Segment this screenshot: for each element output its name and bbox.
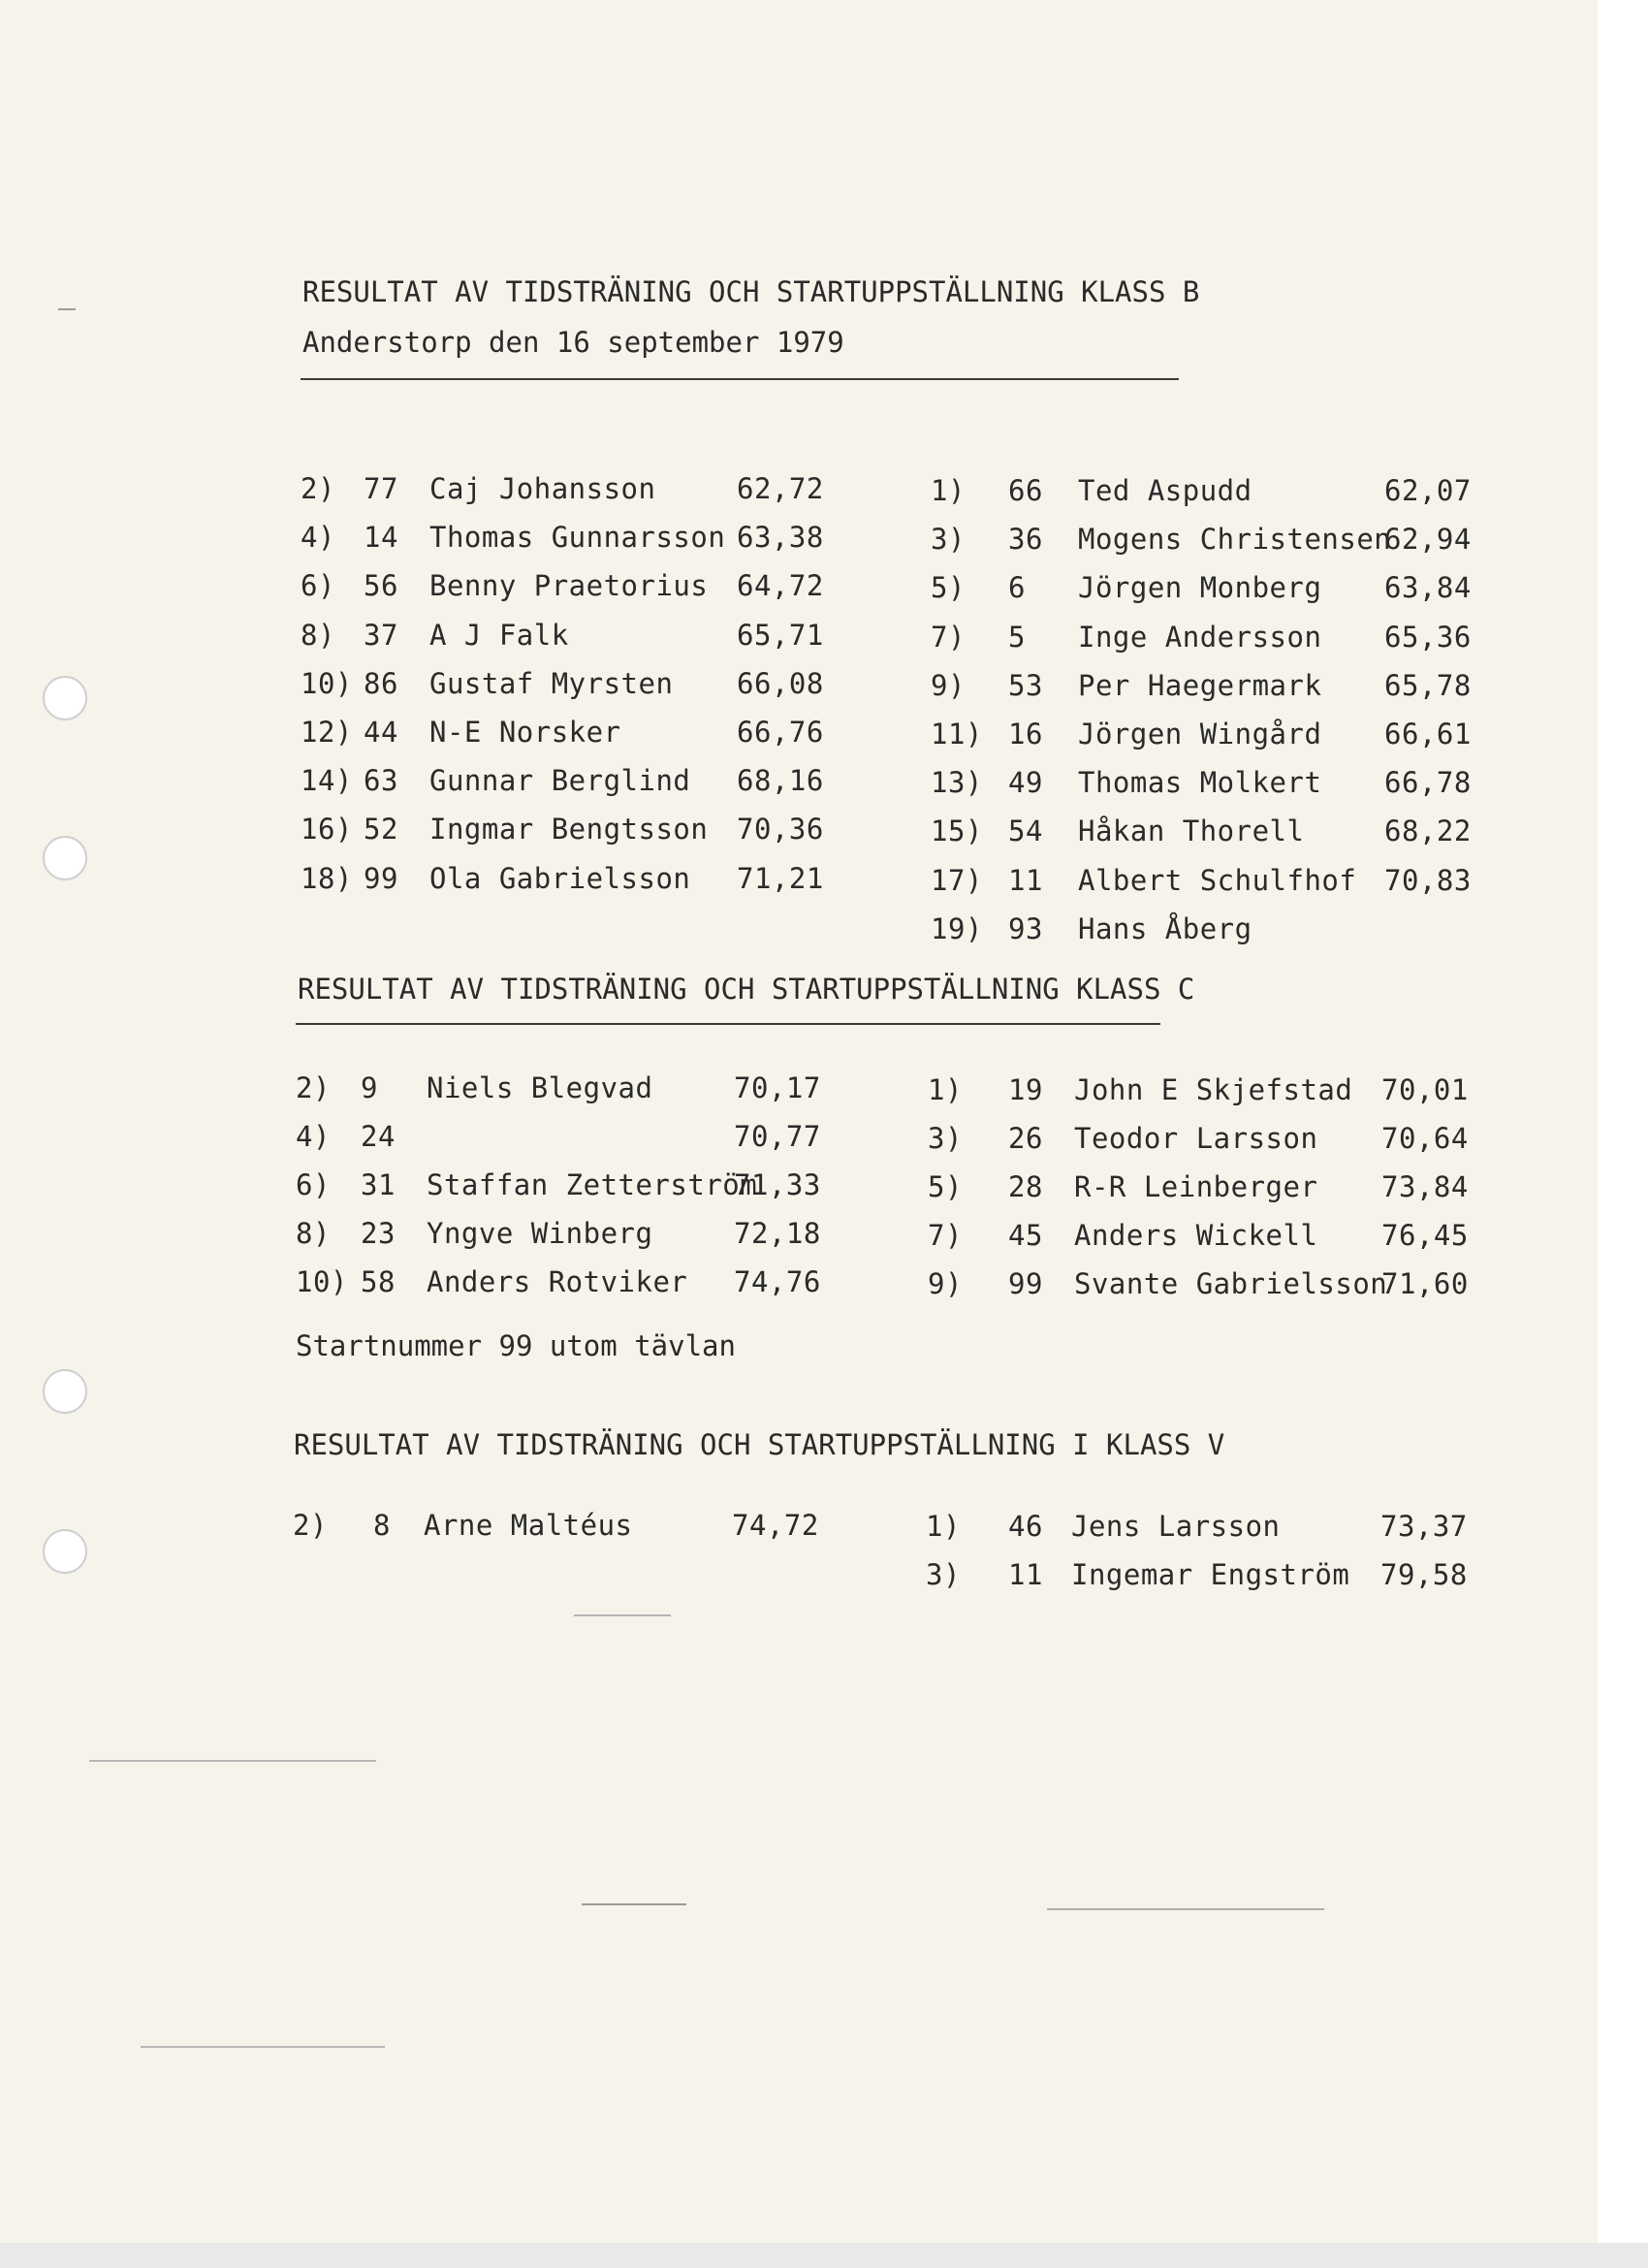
lap-time-cell: 66,08 bbox=[737, 666, 824, 700]
start-number-cell: 16 bbox=[1008, 718, 1043, 751]
note: Startnummer 99 utom tävlan bbox=[296, 1329, 736, 1362]
start-number-cell: 66 bbox=[1008, 474, 1043, 507]
driver-name-cell: Niels Blegvad bbox=[427, 1071, 653, 1104]
driver-name-cell: Albert Schulfhof bbox=[1078, 863, 1357, 897]
driver-name-cell: Ingmar Bengtsson bbox=[429, 813, 709, 847]
start-number-cell: 86 bbox=[364, 666, 398, 700]
punch-hole bbox=[43, 676, 87, 720]
start-number-cell: 19 bbox=[1008, 1073, 1043, 1106]
start-number-cell: 28 bbox=[1008, 1170, 1043, 1203]
driver-name-cell: N-E Norsker bbox=[429, 716, 621, 749]
scan-mark bbox=[58, 308, 76, 310]
start-number-cell: 54 bbox=[1008, 815, 1043, 848]
position-cell: 1) bbox=[928, 1073, 963, 1106]
start-number-cell: 63 bbox=[364, 764, 398, 798]
position-cell: 7) bbox=[928, 1219, 963, 1252]
lap-time-cell: 74,72 bbox=[732, 1509, 819, 1542]
lap-time-cell: 72,18 bbox=[734, 1217, 821, 1250]
lap-time-cell: 62,72 bbox=[737, 472, 824, 505]
position-cell: 9) bbox=[931, 668, 966, 702]
lap-time-cell: 65,71 bbox=[737, 618, 824, 652]
start-number-cell: 46 bbox=[1008, 1510, 1043, 1543]
position-cell: 9) bbox=[928, 1267, 963, 1300]
start-number-cell: 52 bbox=[364, 813, 398, 847]
lap-time-cell: 64,72 bbox=[737, 569, 824, 603]
position-cell: 10) bbox=[301, 666, 353, 700]
start-number-cell: 99 bbox=[364, 861, 398, 895]
scan-mark bbox=[1047, 1908, 1324, 1910]
start-number-cell: 24 bbox=[361, 1120, 396, 1153]
driver-name-cell: Mogens Christensen bbox=[1078, 523, 1392, 557]
driver-name-cell: Caj Johansson bbox=[429, 472, 656, 505]
position-cell: 19) bbox=[931, 911, 983, 945]
position-cell: 13) bbox=[931, 766, 983, 800]
position-cell: 16) bbox=[301, 813, 353, 847]
scan-mark bbox=[574, 1614, 671, 1616]
position-cell: 2) bbox=[301, 472, 335, 505]
start-number-cell: 36 bbox=[1008, 523, 1043, 557]
driver-name-cell: R-R Leinberger bbox=[1074, 1170, 1318, 1203]
driver-name-cell: Håkan Thorell bbox=[1078, 815, 1305, 848]
start-number-cell: 8 bbox=[373, 1509, 391, 1542]
position-cell: 3) bbox=[928, 1122, 963, 1155]
lap-time-cell: 70,36 bbox=[737, 813, 824, 847]
driver-name-cell: Jens Larsson bbox=[1071, 1510, 1281, 1543]
heading-klass-v: RESULTAT AV TIDSTRÄNING OCH STARTUPPSTÄLLNING I KLASS V bbox=[294, 1428, 1225, 1461]
lap-time-cell: 76,45 bbox=[1381, 1219, 1469, 1252]
position-cell: 4) bbox=[296, 1120, 331, 1153]
position-cell: 1) bbox=[926, 1510, 961, 1543]
driver-name-cell: Anders Wickell bbox=[1074, 1219, 1318, 1252]
place-date: Anderstorp den 16 september 1979 bbox=[302, 326, 844, 359]
start-number-cell: 11 bbox=[1008, 1558, 1043, 1591]
start-number-cell: 5 bbox=[1008, 620, 1026, 654]
position-cell: 6) bbox=[301, 569, 335, 603]
paper-edge bbox=[1598, 0, 1648, 2268]
lap-time-cell: 79,58 bbox=[1380, 1558, 1468, 1591]
start-number-cell: 37 bbox=[364, 618, 398, 652]
lap-time-cell: 68,22 bbox=[1384, 815, 1472, 848]
start-number-cell: 93 bbox=[1008, 911, 1043, 945]
start-number-cell: 6 bbox=[1008, 571, 1026, 605]
punch-hole bbox=[43, 1529, 87, 1574]
lap-time-cell: 73,84 bbox=[1381, 1170, 1469, 1203]
start-number-cell: 49 bbox=[1008, 766, 1043, 800]
lap-time-cell: 71,60 bbox=[1381, 1267, 1469, 1300]
lap-time-cell: 62,94 bbox=[1384, 523, 1472, 557]
lap-time-cell: 70,64 bbox=[1381, 1122, 1469, 1155]
position-cell: 6) bbox=[296, 1168, 331, 1201]
driver-name-cell: Jörgen Wingård bbox=[1078, 718, 1322, 751]
position-cell: 10) bbox=[296, 1265, 348, 1298]
position-cell: 5) bbox=[928, 1170, 963, 1203]
start-number-cell: 58 bbox=[361, 1265, 396, 1298]
position-cell: 18) bbox=[301, 861, 353, 895]
lap-time-cell: 66,76 bbox=[737, 716, 824, 749]
position-cell: 7) bbox=[931, 620, 966, 654]
driver-name-cell: Arne Maltéus bbox=[424, 1509, 633, 1542]
driver-name-cell: Ted Aspudd bbox=[1078, 474, 1252, 507]
driver-name-cell: Svante Gabrielsson bbox=[1074, 1267, 1388, 1300]
lap-time-cell: 66,61 bbox=[1384, 718, 1472, 751]
driver-name-cell: Benny Praetorius bbox=[429, 569, 709, 603]
driver-name-cell: Inge Andersson bbox=[1078, 620, 1322, 654]
punch-hole bbox=[43, 836, 87, 880]
position-cell: 2) bbox=[293, 1509, 328, 1542]
position-cell: 12) bbox=[301, 716, 353, 749]
lap-time-cell: 65,78 bbox=[1384, 668, 1472, 702]
lap-time-cell: 66,78 bbox=[1384, 766, 1472, 800]
driver-name-cell: Teodor Larsson bbox=[1074, 1122, 1318, 1155]
lap-time-cell: 70,01 bbox=[1381, 1073, 1469, 1106]
lap-time-cell: 74,76 bbox=[734, 1265, 821, 1298]
start-number-cell: 26 bbox=[1008, 1122, 1043, 1155]
driver-name-cell: Jörgen Monberg bbox=[1078, 571, 1322, 605]
start-number-cell: 56 bbox=[364, 569, 398, 603]
punch-hole bbox=[43, 1369, 87, 1414]
position-cell: 2) bbox=[296, 1071, 331, 1104]
heading-klass-c: RESULTAT AV TIDSTRÄNING OCH STARTUPPSTÄLLNING KLASS C bbox=[298, 973, 1195, 1006]
start-number-cell: 44 bbox=[364, 716, 398, 749]
driver-name-cell: Hans Åberg bbox=[1078, 911, 1252, 945]
lap-time-cell: 70,17 bbox=[734, 1071, 821, 1104]
position-cell: 8) bbox=[296, 1217, 331, 1250]
driver-name-cell: Anders Rotviker bbox=[427, 1265, 688, 1298]
scan-mark bbox=[582, 1903, 686, 1905]
driver-name-cell: Staffan Zetterström bbox=[427, 1168, 758, 1201]
driver-name-cell: Yngve Winberg bbox=[427, 1217, 653, 1250]
start-number-cell: 53 bbox=[1008, 668, 1043, 702]
start-number-cell: 23 bbox=[361, 1217, 396, 1250]
heading-klass-b: RESULTAT AV TIDSTRÄNING OCH STARTUPPSTÄLLNING KLASS B bbox=[302, 275, 1200, 308]
lap-time-cell: 71,33 bbox=[734, 1168, 821, 1201]
start-number-cell: 31 bbox=[361, 1168, 396, 1201]
lap-time-cell: 73,37 bbox=[1380, 1510, 1468, 1543]
lap-time-cell: 68,16 bbox=[737, 764, 824, 798]
driver-name-cell: John E Skjefstad bbox=[1074, 1073, 1353, 1106]
start-number-cell: 99 bbox=[1008, 1267, 1043, 1300]
start-number-cell: 11 bbox=[1008, 863, 1043, 897]
position-cell: 11) bbox=[931, 718, 983, 751]
position-cell: 14) bbox=[301, 764, 353, 798]
driver-name-cell: Ola Gabrielsson bbox=[429, 861, 691, 895]
lap-time-cell: 70,83 bbox=[1384, 863, 1472, 897]
position-cell: 3) bbox=[931, 523, 966, 557]
scan-mark bbox=[141, 2046, 385, 2048]
driver-name-cell: Ingemar Engström bbox=[1071, 1558, 1350, 1591]
driver-name-cell: Thomas Molkert bbox=[1078, 766, 1322, 800]
driver-name-cell: Thomas Gunnarsson bbox=[429, 521, 726, 555]
lap-time-cell: 70,77 bbox=[734, 1120, 821, 1153]
position-cell: 1) bbox=[931, 474, 966, 507]
lap-time-cell: 71,21 bbox=[737, 861, 824, 895]
start-number-cell: 14 bbox=[364, 521, 398, 555]
start-number-cell: 77 bbox=[364, 472, 398, 505]
lap-time-cell: 65,36 bbox=[1384, 620, 1472, 654]
driver-name-cell: Per Haegermark bbox=[1078, 668, 1322, 702]
position-cell: 8) bbox=[301, 618, 335, 652]
position-cell: 5) bbox=[931, 571, 966, 605]
position-cell: 15) bbox=[931, 815, 983, 848]
driver-name-cell: Gustaf Myrsten bbox=[429, 666, 674, 700]
lap-time-cell: 63,84 bbox=[1384, 571, 1472, 605]
position-cell: 17) bbox=[931, 863, 983, 897]
position-cell: 4) bbox=[301, 521, 335, 555]
lap-time-cell: 62,07 bbox=[1384, 474, 1472, 507]
divider bbox=[301, 378, 1179, 380]
lap-time-cell: 63,38 bbox=[737, 521, 824, 555]
driver-name-cell: Gunnar Berglind bbox=[429, 764, 691, 798]
scan-border bbox=[0, 2243, 1648, 2268]
start-number-cell: 9 bbox=[361, 1071, 378, 1104]
position-cell: 3) bbox=[926, 1558, 961, 1591]
scan-mark bbox=[89, 1760, 376, 1762]
divider bbox=[296, 1023, 1160, 1025]
driver-name-cell: A J Falk bbox=[429, 618, 569, 652]
start-number-cell: 45 bbox=[1008, 1219, 1043, 1252]
